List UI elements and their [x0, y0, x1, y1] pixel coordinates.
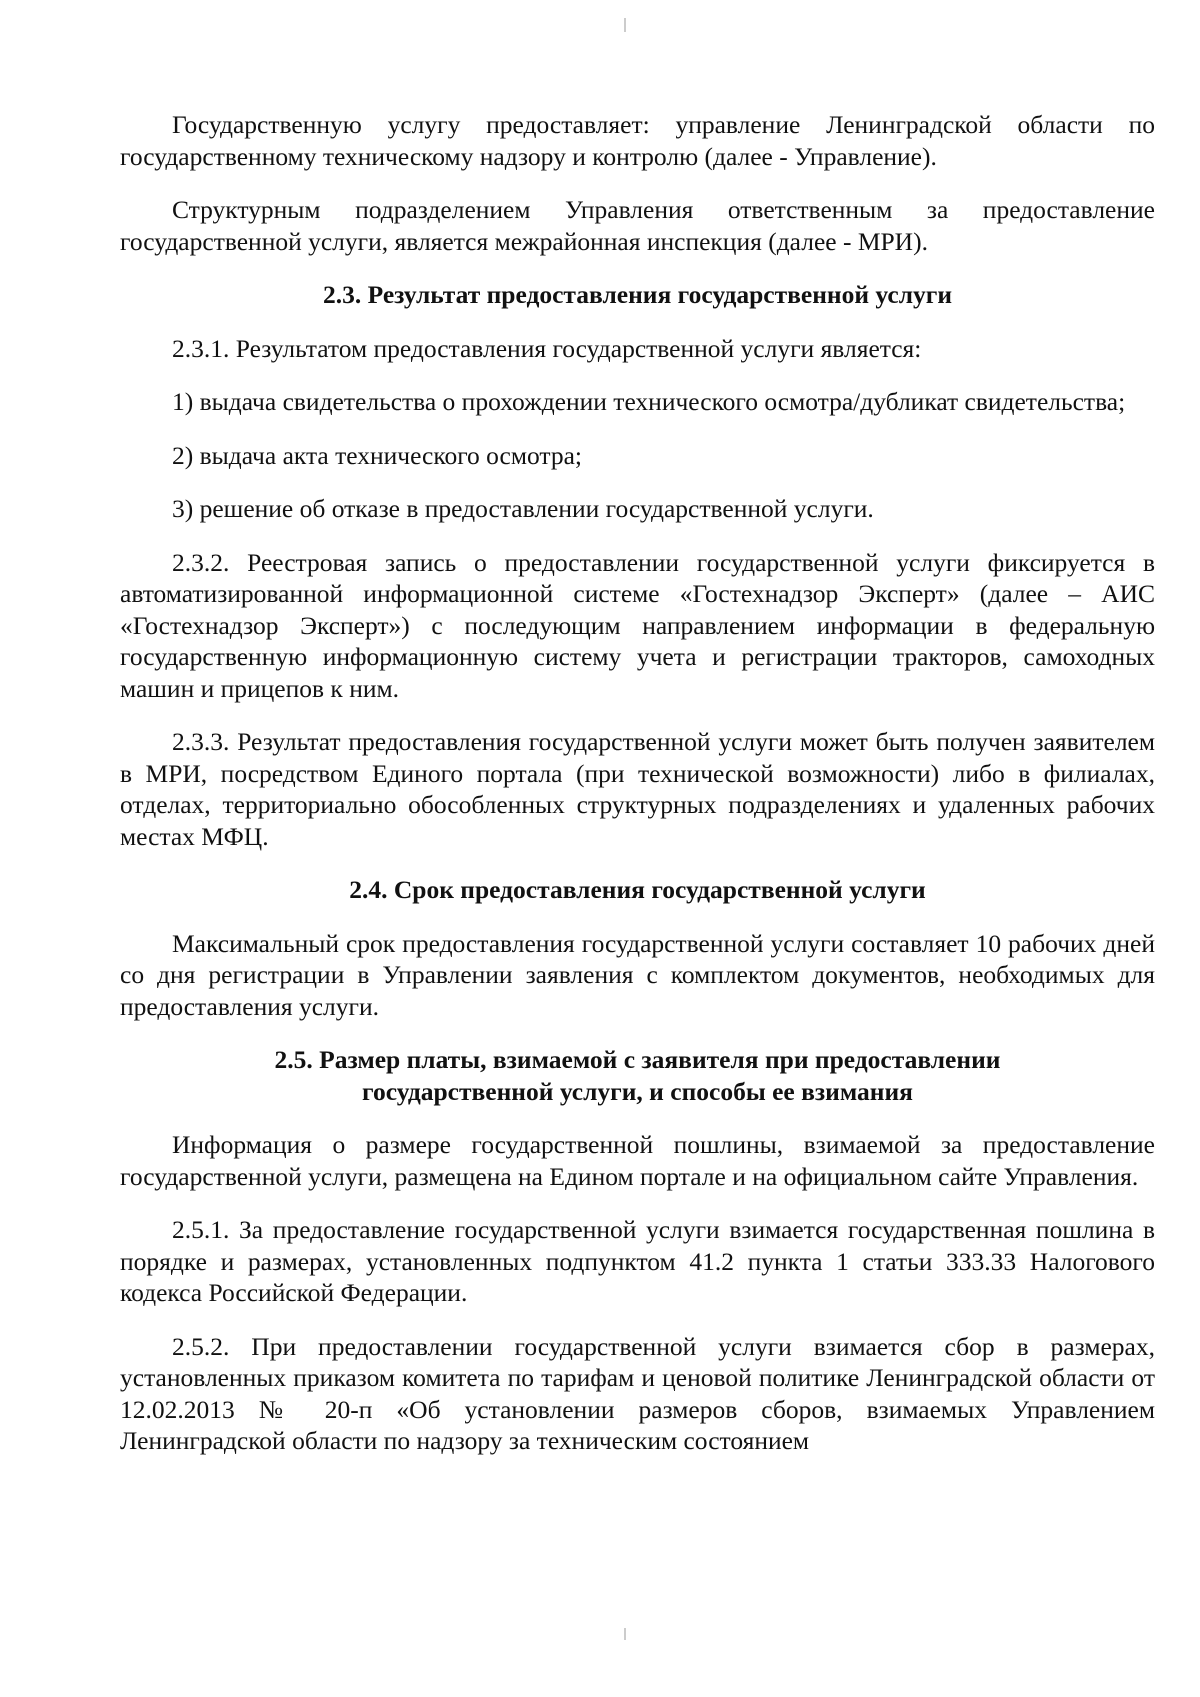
paragraph-2-5-1: 2.5.1. За предоставление государственной услуги взимается государственная пошлина в порядке и размерах, установленных подпунктом 41.2 пункта 1 статьи 333.33 Налогового кодекса Российской Федерации.: [120, 1215, 1155, 1307]
paragraph-2-5-2: 2.5.2. При предоставлении государственной услуги взимается сбор в размерах, установленных приказом комитета по тарифам и ценовой политике Ленинградской области от 12.02.2013 № 20-п «Об установлении размеров сборов, взимаемых Управлением Ленинградской области по надзору за техническим состоянием: [120, 1331, 1155, 1455]
paragraph-2-3-3: 2.3.3. Результат предоставления государственной услуги может быть получен заявителем в МРИ, посредством Единого портала (при технической возможности) либо в филиалах, отделах, территориально обособленных структурных подразделениях и удаленных рабочих местах МФЦ.: [120, 727, 1155, 851]
document-body: [120, 109, 1155, 1479]
heading-section-2-3: 2.3. Результат предоставления государственной услуги: [322, 280, 953, 309]
heading-section-2-4: 2.4. Срок предоставления государственной услуги: [349, 875, 926, 904]
heading-section-2-5-line-1: 2.5. Размер платы, взимаемой с заявителя при предоставлении: [274, 1045, 1001, 1074]
paragraph-2-3-1: 2.3.1. Результатом предоставления государственной услуги является:: [172, 333, 922, 363]
list-item-result-1: 1) выдача свидетельства о прохождении технического осмотра/дубликат свидетельства;: [172, 387, 1126, 416]
paragraph-service-provider: Государственную услугу предоставляет: управление Ленинградской области по государственному техническому надзору и контролю (далее - Управление).: [120, 110, 1155, 171]
heading-section-2-5-line-2: государственной услуги, и способы ее взимания: [362, 1076, 913, 1106]
scan-mark-bottom: [624, 1628, 626, 1640]
paragraph-structural-division: Структурным подразделением Управления ответственным за предоставление государственной услуги, является межрайонная инспекция (далее - МРИ).: [120, 195, 1155, 256]
list-item-result-3: 3) решение об отказе в предоставлении государственной услуги.: [172, 494, 874, 523]
list-item-result-2: 2) выдача акта технического осмотра;: [172, 440, 583, 470]
paragraph-2-5-fee-info: Информация о размере государственной пошлины, взимаемой за предоставление государственной услуги, размещена на Едином портале и на официальном сайте Управления.: [120, 1130, 1155, 1191]
paragraph-2-4-term: Максимальный срок предоставления государственной услуги составляет 10 рабочих дней со дня регистрации в Управлении заявления с комплектом документов, необходимых для предоставления услуги.: [120, 928, 1155, 1021]
heading-section-2-5: [120, 1044, 1155, 1107]
scan-mark-top: [624, 18, 626, 32]
paragraph-2-3-2: 2.3.2. Реестровая запись о предоставлении государственной услуги фиксируется в автоматизированной информационной системе «Гостехнадзор Эксперт» (далее – АИС «Гостехнадзор Эксперт») с последующим направлением информации в федеральную государственную информационную систему учета и регистрации тракторов, самоходных машин и прицепов к ним.: [120, 547, 1155, 703]
